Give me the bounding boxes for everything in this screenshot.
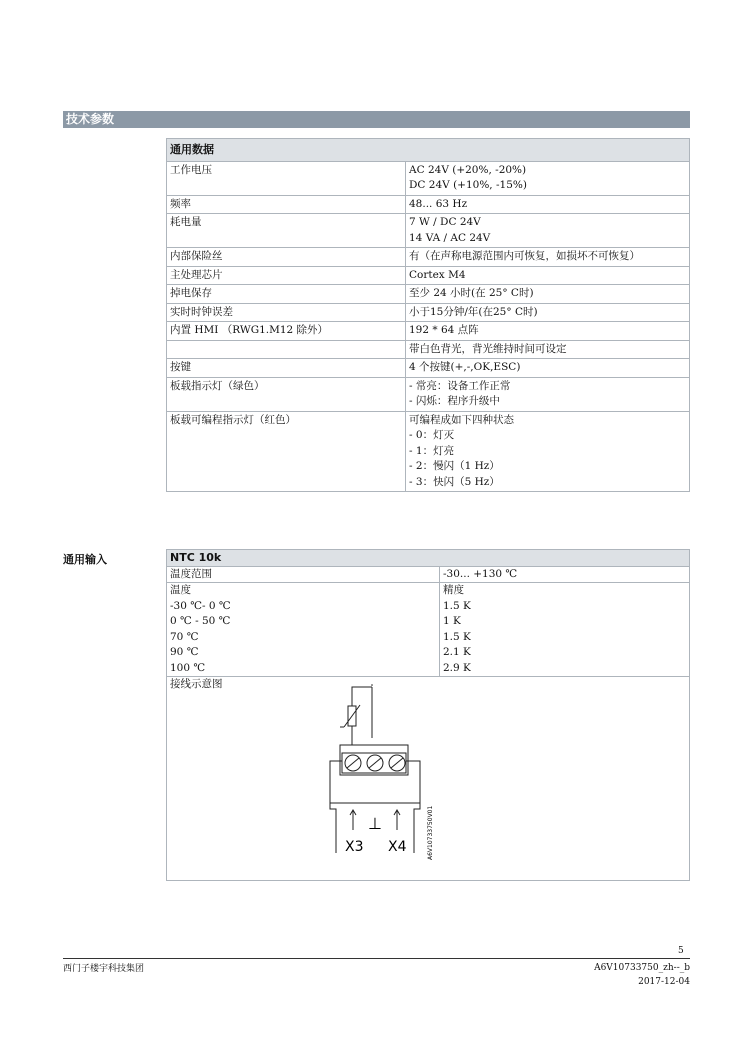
row-key: 内部保险丝: [167, 248, 406, 267]
accuracy-cell: 1 K: [440, 614, 690, 630]
doc-id: A6V10733750_zh--_b: [594, 963, 690, 973]
wiring-label: 接线示意图: [170, 678, 223, 690]
temp-column-header: 温度: [167, 583, 440, 599]
terminal-x4-label: X4: [388, 839, 407, 855]
row-value: 192 * 64 点阵: [406, 322, 690, 341]
accuracy-column-header: 精度: [440, 583, 690, 599]
row-key: 板载可编程指示灯（红色）: [167, 411, 406, 492]
temp-cell: -30 ℃- 0 ℃: [167, 599, 440, 615]
table-row: [167, 248, 690, 267]
table-row: [167, 322, 690, 341]
terminal-x3-label: X3: [345, 839, 364, 855]
ntc-header: NTC 10k: [167, 550, 690, 567]
table-row: [167, 645, 690, 661]
row-value: Cortex M4: [406, 266, 690, 285]
row-value: 7 W / DC 24V 14 VA / AC 24V: [406, 214, 690, 248]
row-key: 内置 HMI （RWG1.M12 除外）: [167, 322, 406, 341]
input-side-label: 通用输入: [63, 553, 107, 566]
table-row: [167, 161, 690, 195]
range-value: -30... +130 ℃: [440, 566, 690, 583]
company-name: 西门子楼宇科技集团: [63, 964, 145, 974]
table-row: [167, 214, 690, 248]
table-row: [167, 599, 690, 615]
row-key: 耗电量: [167, 214, 406, 248]
row-value: 4 个按键(+,-,OK,ESC): [406, 359, 690, 378]
accuracy-cell: 2.9 K: [440, 661, 690, 677]
row-key: 掉电保存: [167, 285, 406, 304]
row-value: 至少 24 小时(在 25° C时): [406, 285, 690, 304]
table-row: [167, 377, 690, 411]
table-row: [167, 661, 690, 677]
accuracy-cell: 1.5 K: [440, 599, 690, 615]
table-row: [167, 630, 690, 646]
temp-cell: 0 ℃ - 50 ℃: [167, 614, 440, 630]
range-label: 温度范围: [167, 566, 440, 583]
table-row: [167, 266, 690, 285]
temp-cell: 70 ℃: [167, 630, 440, 646]
row-key: 主处理芯片: [167, 266, 406, 285]
footer-divider: [63, 958, 690, 959]
row-value: - 常亮：设备工作正常 - 闪烁：程序升级中: [406, 377, 690, 411]
diagram-code: A6V10733750V01: [427, 805, 434, 860]
row-value: 小于15分钟/年(在25° C时): [406, 303, 690, 322]
page-number: 5: [678, 946, 684, 956]
temp-cell: 100 ℃: [167, 661, 440, 677]
table-row: [167, 411, 690, 492]
row-value: 有（在声称电源范围内可恢复，如损坏不可恢复）: [406, 248, 690, 267]
table-row: [167, 359, 690, 378]
accuracy-cell: 2.1 K: [440, 645, 690, 661]
row-key: 频率: [167, 195, 406, 214]
accuracy-cell: 1.5 K: [440, 630, 690, 646]
row-value: 带白色背光，背光维持时间可设定: [406, 340, 690, 359]
row-key: [167, 340, 406, 359]
general-data-header: 通用数据: [167, 139, 690, 162]
row-value: 48... 63 Hz: [406, 195, 690, 214]
section-title-bar: 技术参数: [63, 111, 690, 128]
sensor-top-dot: [371, 684, 373, 686]
table-row: [167, 614, 690, 630]
wiring-diagram: [320, 683, 440, 863]
general-data-table: [166, 138, 690, 492]
footer-doc-info: [594, 961, 690, 989]
table-row: [167, 303, 690, 322]
doc-date: 2017-12-04: [638, 977, 690, 987]
table-row: [167, 340, 690, 359]
row-value: 可编程成如下四种状态 - 0：灯灭 - 1：灯亮 - 2：慢闪（1 Hz） - 3：快闪（5 Hz）: [406, 411, 690, 492]
ground-icon: ⊥: [368, 814, 382, 833]
row-key: 实时时钟误差: [167, 303, 406, 322]
temp-cell: 90 ℃: [167, 645, 440, 661]
row-value: AC 24V (+20%, -20%) DC 24V (+10%, -15%): [406, 161, 690, 195]
table-row: [167, 285, 690, 304]
row-key: 工作电压: [167, 161, 406, 195]
row-key: 板载指示灯（绿色）: [167, 377, 406, 411]
table-row: [167, 195, 690, 214]
row-key: 按键: [167, 359, 406, 378]
